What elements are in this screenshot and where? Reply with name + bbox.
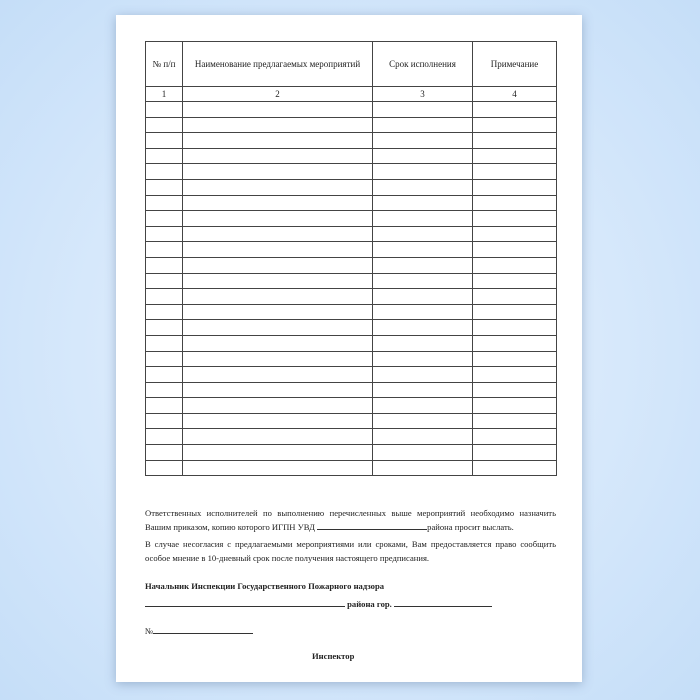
table-cell bbox=[183, 367, 373, 383]
table-cell bbox=[146, 289, 183, 305]
table-cell bbox=[183, 133, 373, 149]
table-cell bbox=[373, 382, 473, 398]
table-row bbox=[146, 367, 557, 383]
table-row bbox=[146, 429, 557, 445]
table-header-row bbox=[146, 42, 557, 87]
table-cell bbox=[146, 195, 183, 211]
table-cell bbox=[146, 413, 183, 429]
table-cell bbox=[183, 320, 373, 336]
district-label: района гор. bbox=[347, 599, 392, 609]
table-cell bbox=[373, 242, 473, 258]
table-cell bbox=[183, 398, 373, 414]
table-cell bbox=[473, 117, 557, 133]
table-cell bbox=[183, 211, 373, 227]
table-cell bbox=[146, 133, 183, 149]
table-cell bbox=[373, 102, 473, 118]
table-cell bbox=[473, 148, 557, 164]
table-cell bbox=[473, 320, 557, 336]
table-cell bbox=[373, 273, 473, 289]
header-deadline: Срок исполнения bbox=[373, 42, 473, 87]
number-line bbox=[145, 625, 253, 636]
table-cell bbox=[373, 179, 473, 195]
table-cell bbox=[473, 413, 557, 429]
table-cell bbox=[373, 257, 473, 273]
table-row bbox=[146, 179, 557, 195]
table-cell bbox=[373, 148, 473, 164]
table-cell bbox=[183, 335, 373, 351]
column-number-3: 3 bbox=[373, 87, 473, 102]
table-cell bbox=[146, 179, 183, 195]
table-cell bbox=[183, 226, 373, 242]
table-cell bbox=[373, 211, 473, 227]
number-sign: № bbox=[145, 626, 154, 636]
table-cell bbox=[373, 429, 473, 445]
table-cell bbox=[373, 398, 473, 414]
table-cell bbox=[183, 195, 373, 211]
table-row bbox=[146, 148, 557, 164]
table-cell bbox=[373, 133, 473, 149]
table-cell bbox=[146, 367, 183, 383]
table-cell bbox=[373, 445, 473, 461]
header-measures: Наименование предлагаемых мероприятий bbox=[183, 42, 373, 87]
table-cell bbox=[473, 102, 557, 118]
table-cell bbox=[373, 320, 473, 336]
table-cell bbox=[473, 445, 557, 461]
column-number-2: 2 bbox=[183, 87, 373, 102]
table-cell bbox=[183, 460, 373, 476]
table-row bbox=[146, 460, 557, 476]
chief-signature-line bbox=[145, 598, 492, 609]
table-cell bbox=[146, 257, 183, 273]
table-cell bbox=[146, 117, 183, 133]
table-cell bbox=[183, 102, 373, 118]
table-cell bbox=[146, 102, 183, 118]
table-cell bbox=[183, 289, 373, 305]
table-cell bbox=[473, 257, 557, 273]
inspector-label: Инспектор bbox=[312, 651, 355, 661]
table-cell bbox=[183, 273, 373, 289]
table-cell bbox=[183, 242, 373, 258]
table-row bbox=[146, 398, 557, 414]
table-cell bbox=[146, 335, 183, 351]
table-cell bbox=[473, 398, 557, 414]
table-cell bbox=[146, 320, 183, 336]
document-page bbox=[116, 15, 582, 682]
chief-name-blank bbox=[145, 598, 345, 607]
number-blank bbox=[153, 625, 253, 634]
table-cell bbox=[373, 289, 473, 305]
table-cell bbox=[146, 226, 183, 242]
table-row bbox=[146, 351, 557, 367]
table-number-row bbox=[146, 87, 557, 102]
table-row bbox=[146, 257, 557, 273]
table-row bbox=[146, 445, 557, 461]
table-cell bbox=[183, 117, 373, 133]
table-cell bbox=[473, 335, 557, 351]
table-row bbox=[146, 335, 557, 351]
paragraph-executors bbox=[145, 506, 556, 534]
table-cell bbox=[146, 148, 183, 164]
city-blank bbox=[394, 598, 492, 607]
table-cell bbox=[373, 117, 473, 133]
table-cell bbox=[146, 445, 183, 461]
table-cell bbox=[473, 211, 557, 227]
table-cell bbox=[146, 164, 183, 180]
table-body bbox=[146, 102, 557, 476]
table-cell bbox=[373, 164, 473, 180]
table-row bbox=[146, 195, 557, 211]
table-cell bbox=[473, 179, 557, 195]
table-cell bbox=[183, 257, 373, 273]
table-cell bbox=[373, 335, 473, 351]
table-row bbox=[146, 102, 557, 118]
table-cell bbox=[373, 413, 473, 429]
table-cell bbox=[183, 148, 373, 164]
table-row bbox=[146, 273, 557, 289]
table-cell bbox=[146, 398, 183, 414]
chief-title: Начальник Инспекции Государственного Пожарного надзора bbox=[145, 581, 385, 591]
table-cell bbox=[473, 289, 557, 305]
paragraph-executors-text: Ответственных исполнителей по выполнению перечисленных выше мероприятий необходимо назначить Вашим приказом, копию которого ИГПН УВД bbox=[145, 508, 556, 532]
column-number-4: 4 bbox=[473, 87, 557, 102]
table-cell bbox=[183, 164, 373, 180]
table-row bbox=[146, 320, 557, 336]
table-cell bbox=[183, 304, 373, 320]
table-row bbox=[146, 304, 557, 320]
table-cell bbox=[373, 351, 473, 367]
table-row bbox=[146, 289, 557, 305]
header-note: Примечание bbox=[473, 42, 557, 87]
table-cell bbox=[473, 273, 557, 289]
table-row bbox=[146, 211, 557, 227]
paragraph-executors-end: района просит выслать. bbox=[427, 522, 514, 532]
table-cell bbox=[183, 413, 373, 429]
table-cell bbox=[183, 445, 373, 461]
table-row bbox=[146, 117, 557, 133]
table-cell bbox=[146, 273, 183, 289]
table-cell bbox=[473, 242, 557, 258]
table-cell bbox=[473, 351, 557, 367]
table-cell bbox=[473, 164, 557, 180]
table-cell bbox=[373, 460, 473, 476]
table-cell bbox=[373, 226, 473, 242]
table-cell bbox=[146, 460, 183, 476]
measures-table bbox=[145, 41, 557, 476]
table-cell bbox=[473, 382, 557, 398]
table-cell bbox=[183, 382, 373, 398]
table-row bbox=[146, 382, 557, 398]
table-cell bbox=[146, 304, 183, 320]
table-row bbox=[146, 413, 557, 429]
table-cell bbox=[183, 179, 373, 195]
table-cell bbox=[473, 429, 557, 445]
table-row bbox=[146, 226, 557, 242]
table-row bbox=[146, 164, 557, 180]
table-row bbox=[146, 242, 557, 258]
table-cell bbox=[373, 195, 473, 211]
table-cell bbox=[473, 460, 557, 476]
column-number-1: 1 bbox=[146, 87, 183, 102]
table-cell bbox=[146, 382, 183, 398]
table-cell bbox=[373, 367, 473, 383]
table-cell bbox=[146, 211, 183, 227]
table-cell bbox=[473, 304, 557, 320]
table-cell bbox=[473, 226, 557, 242]
header-number: № п/п bbox=[146, 42, 183, 87]
table-row bbox=[146, 133, 557, 149]
table-cell bbox=[146, 351, 183, 367]
table-cell bbox=[183, 351, 373, 367]
table-cell bbox=[146, 242, 183, 258]
table-cell bbox=[473, 367, 557, 383]
table-cell bbox=[473, 133, 557, 149]
table-cell bbox=[373, 304, 473, 320]
table-cell bbox=[473, 195, 557, 211]
table-cell bbox=[183, 429, 373, 445]
table-cell bbox=[146, 429, 183, 445]
district-blank bbox=[317, 521, 427, 530]
paragraph-disagreement: В случае несогласия с предлагаемыми мероприятиями или сроками, Вам предоставляется право сообщить особое мнение в 10-дневный срок после получения настоящего предписания. bbox=[145, 539, 556, 563]
